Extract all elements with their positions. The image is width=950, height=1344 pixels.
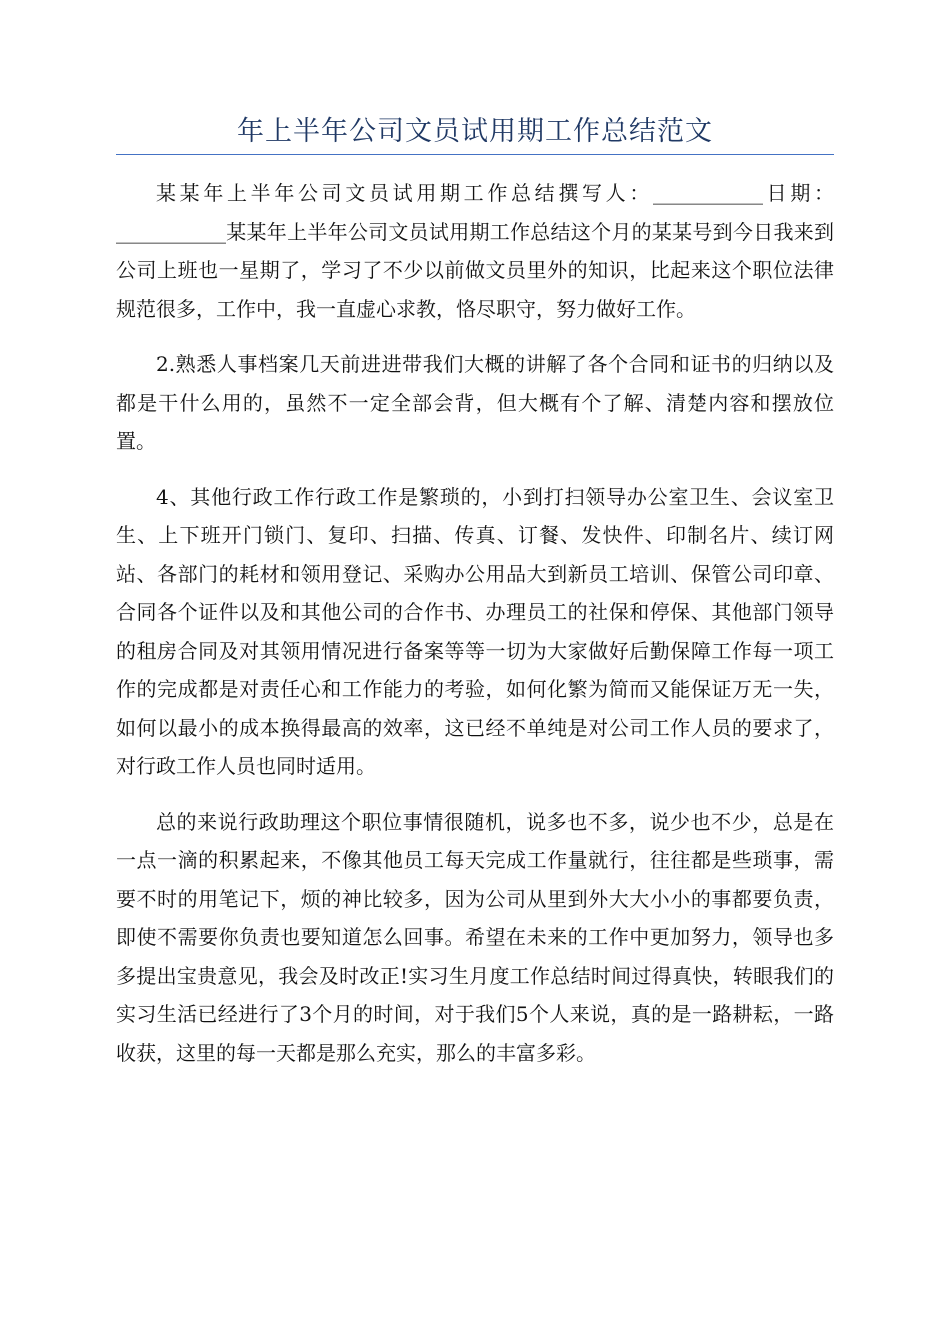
paragraph-summary: 总的来说行政助理这个职位事情很随机，说多也不多，说少也不少，总是在一点一滴的积累起来，不像其他员工每天完成工作量就行，往往都是些琐事，需要不时的用笔记下，烦的神比较多，因为公司从里到外大大小小的事都要负责，即使不需要你负责也要知道怎么回事。希望在未来的工作中更加努力，领导也多多提出宝贵意见，我会及时改正!实习生月度工作总结时间过得真快，转眼我们的实习生活已经进行了3个月的时间，对于我们5个人来说，真的是一路耕耘，一路收获，这里的每一天都是那么充实，那么的丰富多彩。: [116, 809, 834, 1065]
document-title: 年上半年公司文员试用期工作总结范文: [237, 116, 713, 147]
paragraph-admin-work: 4、其他行政工作行政工作是繁琐的，小到打扫领导办公室卫生、会议室卫生、上下班开门锁门、复印、扫描、传真、订餐、发快件、印制名片、续订网站、各部门的耗材和领用登记、采购办公用品大到新员工培训、保管公司印章、合同各个证件以及和其他公司的合作书、办理员工的社保和停保、其他部门领导的租房合同及对其领用情况进行备案等等一切为大家做好后勤保障工作每一项工作的完成都是对责任心和工作能力的考验，如何化繁为简而又能保证万无一失，如何以最小的成本换得最高的效率，这已经不单纯是对公司工作人员的要求了，对行政工作人员也同时适用。: [116, 484, 834, 778]
intro-text: 某某年上半年公司文员试用期工作总结这个月的某某号到今日我来到公司上班也一星期了，学习了不少以前做文员里外的知识，比起来这个职位法律规范很多，工作中，我一直虚心求教，恪尽职守，努力做好工作。: [116, 219, 834, 321]
intro-paragraph: [116, 174, 834, 328]
paragraph-archives: 2.熟悉人事档案几天前进进带我们大概的讲解了各个合同和证书的归纳以及都是干什么用的，虽然不一定全部会背，但大概有个了解、清楚内容和摆放位置。: [116, 352, 834, 453]
intro-date-label: 日期：: [763, 181, 835, 205]
document-body: [116, 174, 834, 1089]
intro-author-label: 某某年上半年公司文员试用期工作总结撰写人：: [156, 181, 653, 205]
date-blank: ___________: [116, 219, 226, 244]
author-blank: ___________: [653, 181, 763, 205]
title-underline: [116, 154, 834, 155]
